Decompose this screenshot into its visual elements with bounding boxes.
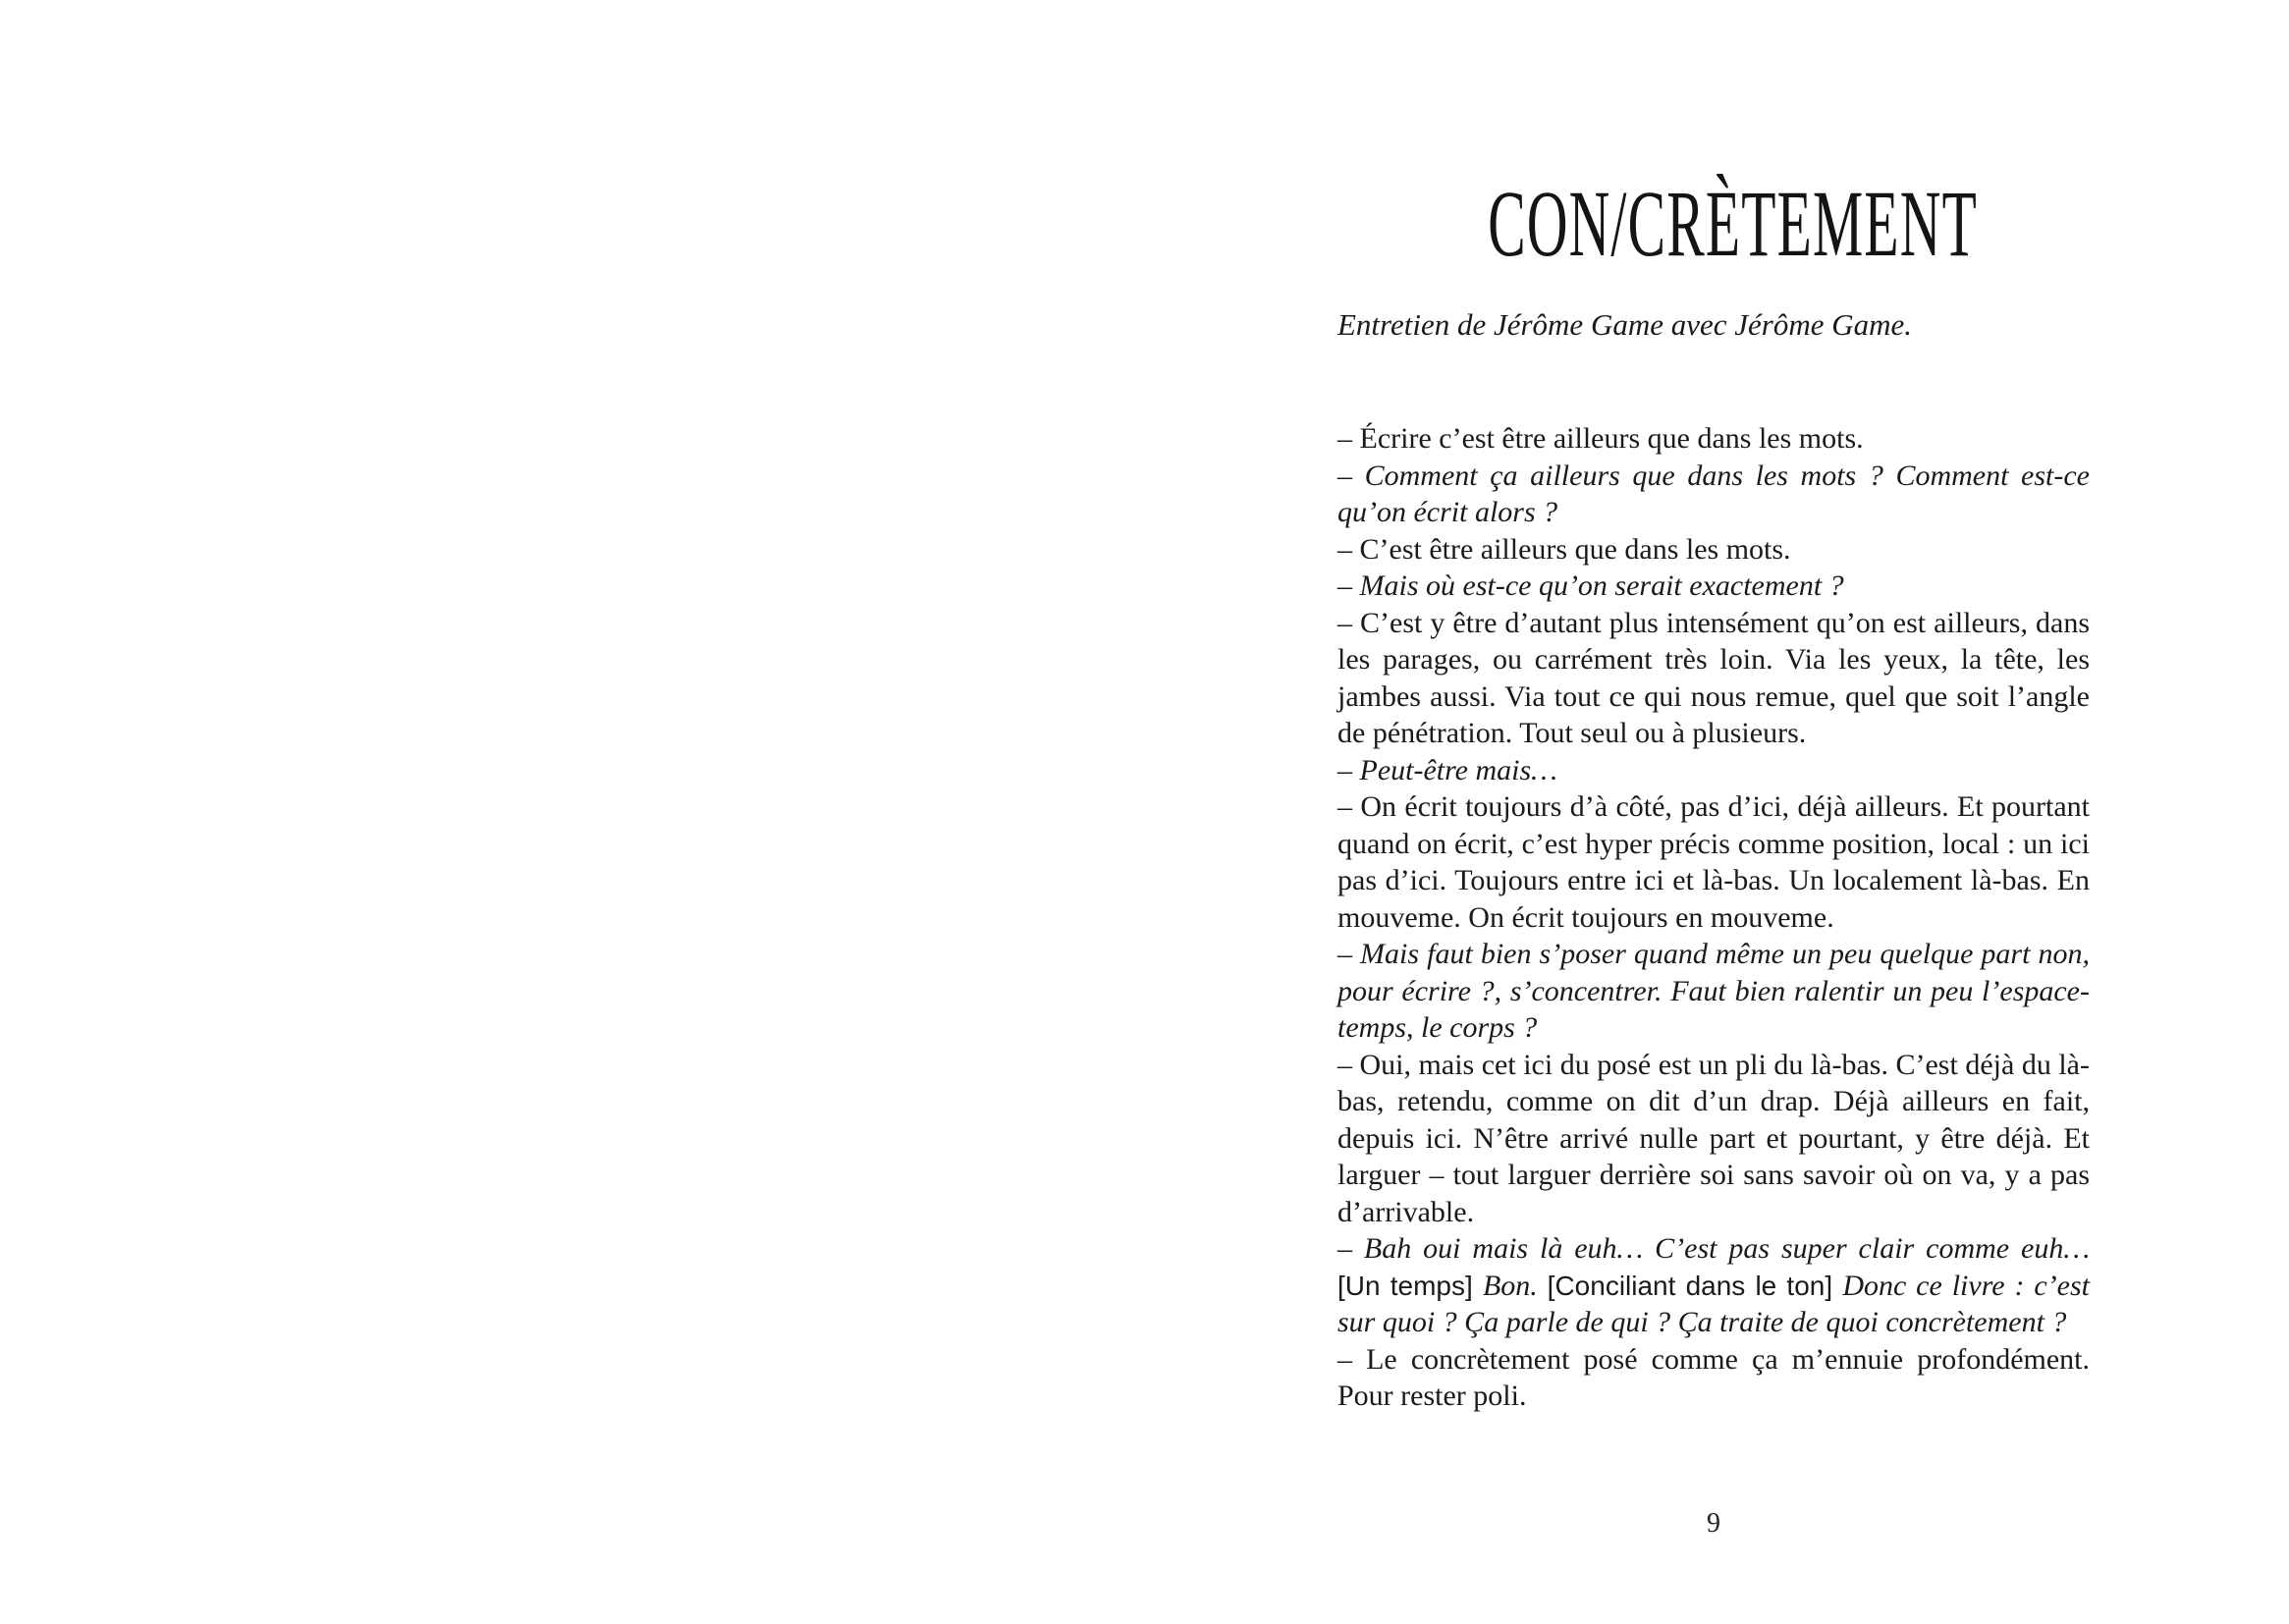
stage-direction: [Conciliant dans le ton] xyxy=(1547,1270,1843,1301)
dialogue-paragraph-11 xyxy=(1337,1341,2090,1415)
dialogue-run: – Mais faut bien s’poser quand même un peu quelque part non, pour écrire ?, s’concentrer. Faut bien ralentir un peu l’espace-temps, le corps ? xyxy=(1337,938,2090,1044)
text-column xyxy=(1337,0,2090,1624)
dialogue-run: Donc ce livre : c’est sur quoi ? Ça parle de qui ? Ça traite de quoi concrètement ? xyxy=(1337,1269,2090,1338)
dialogue-run: – Bah oui mais là euh… C’est pas super clair comme euh… xyxy=(1337,1232,2090,1265)
dialogue-run: – Comment ça ailleurs que dans les mots ? Comment est-ce qu’on écrit alors ? xyxy=(1337,459,2090,528)
stage-direction: [Un temps] xyxy=(1337,1270,1483,1301)
dialogue-paragraph-10 xyxy=(1337,1230,2090,1341)
dialogue-run: – Écrire c’est être ailleurs que dans les mots. xyxy=(1337,422,1864,455)
dialogue-run: Bon. xyxy=(1482,1269,1548,1302)
dialogue-paragraph-2 xyxy=(1337,458,2090,531)
chapter-subtitle: Entretien de Jérôme Game avec Jérôme Game. xyxy=(1337,307,1913,342)
dialogue-paragraph-4 xyxy=(1337,568,2090,605)
dialogue-run: – Peut-être mais… xyxy=(1337,753,1557,786)
dialogue-run: – Le concrètement posé comme ça m’ennuie profondément. Pour rester poli. xyxy=(1337,1342,2090,1412)
dialogue-paragraph-6 xyxy=(1337,752,2090,789)
page-number: 9 xyxy=(1707,1508,1720,1539)
dialogue-paragraph-8 xyxy=(1337,936,2090,1047)
dialogue-run: – Mais où est-ce qu’on serait exactement ? xyxy=(1337,569,1844,602)
dialogue-paragraph-5 xyxy=(1337,605,2090,752)
dialogue-run: – On écrit toujours d’à côté, pas d’ici, déjà ailleurs. Et pourtant quand on écrit, c’est hyper précis comme position, local : un ici pas d’ici. Toujours entre ici et là-bas. Un localement là-bas. En mouveme. On écrit toujours en mouveme. xyxy=(1337,790,2090,934)
dialogue-run: – C’est y être d’autant plus intensément qu’on est ailleurs, dans les parages, ou carrément très loin. Via les yeux, la tête, les jambes aussi. Via tout ce qui nous remue, quel que soit l’angle de pénétration. Tout seul ou à plusieurs. xyxy=(1337,606,2090,749)
dialogue-paragraph-1 xyxy=(1337,420,2090,458)
dialogue-run: – C’est être ailleurs que dans les mots. xyxy=(1337,532,1791,566)
dialogue-run: – Oui, mais cet ici du posé est un pli du là-bas. C’est déjà du là-bas, retendu, comme on dit d’un drap. Déjà ailleurs en fait, depuis ici. N’être arrivé nulle part et pourtant, y être déjà. Et larguer – tout larguer derrière soi sans savoir où on va, y a pas d’arrivable. xyxy=(1337,1048,2090,1228)
chapter-title: CON/CRÈTEMENT xyxy=(1488,171,1978,277)
dialogue-paragraph-7 xyxy=(1337,788,2090,936)
dialogue-paragraph-3 xyxy=(1337,531,2090,568)
dialogue-paragraph-9 xyxy=(1337,1047,2090,1231)
dialogue-text xyxy=(1337,420,2090,1415)
